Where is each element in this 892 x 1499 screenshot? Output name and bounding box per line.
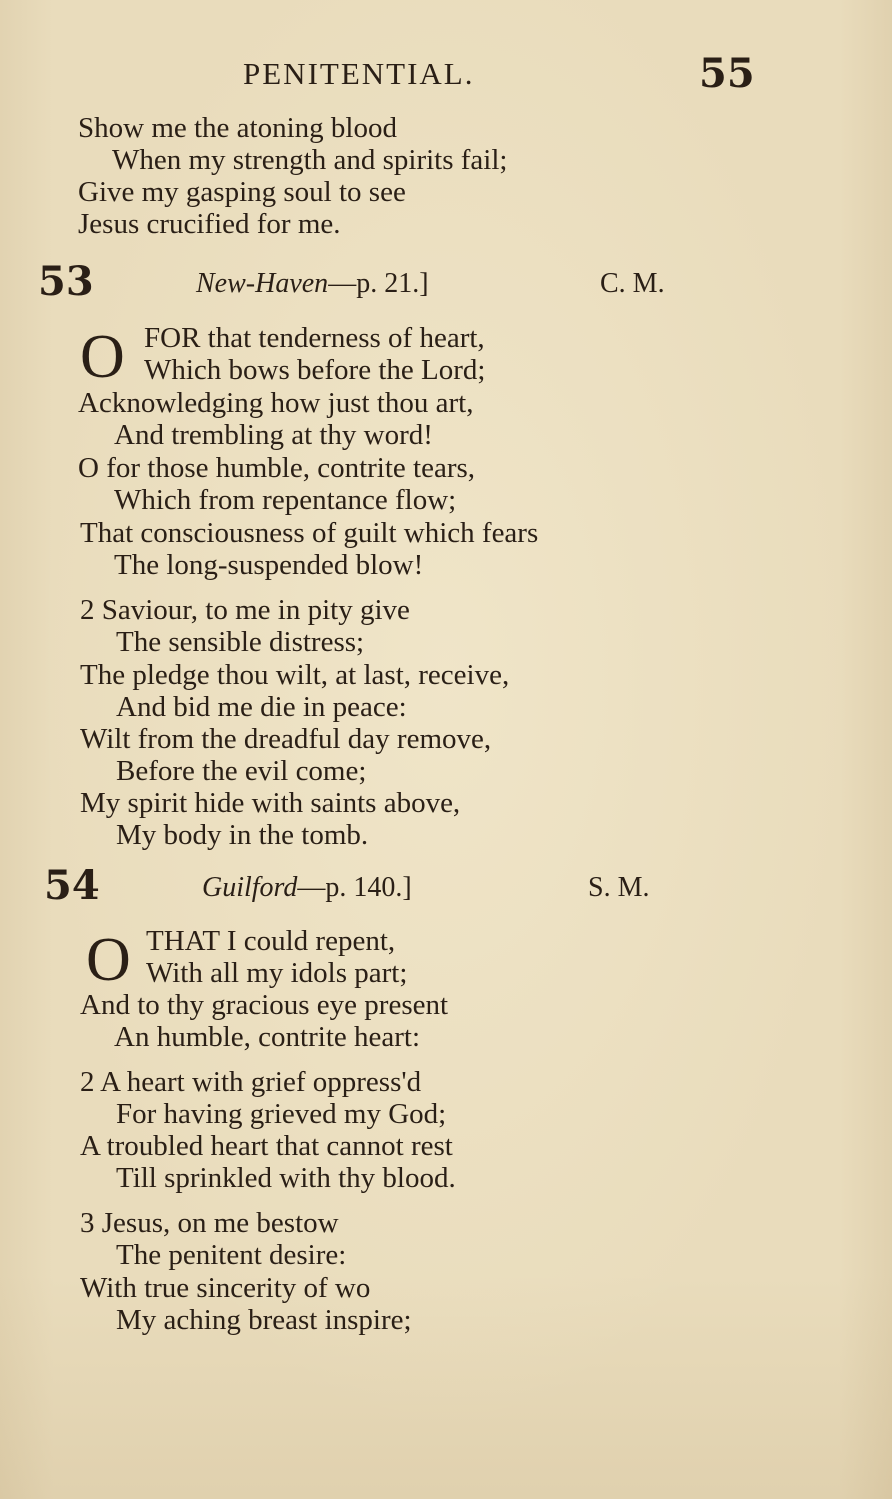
verse-line: And trembling at thy word! xyxy=(114,419,433,451)
hymn-number: 53 xyxy=(38,258,94,305)
meter: C. M. xyxy=(600,268,665,299)
verse-line: An humble, contrite heart: xyxy=(114,1021,421,1053)
verse-line: My spirit hide with saints above, xyxy=(80,787,461,819)
verse-line: With true sincerity of wo xyxy=(80,1272,371,1304)
verse-line: Jesus crucified for me. xyxy=(78,208,341,240)
verse-line: For having grieved my God; xyxy=(116,1098,447,1130)
hymn-number: 54 xyxy=(44,862,100,909)
meter: S. M. xyxy=(588,872,650,903)
verse-line: And bid me die in peace: xyxy=(116,691,407,723)
verse-line: Which from repentance flow; xyxy=(114,484,457,516)
verse-line: When my strength and spirits fail; xyxy=(112,144,508,176)
verse-line: The pledge thou wilt, at last, receive, xyxy=(80,659,510,691)
tune-reference xyxy=(202,872,412,904)
drop-cap: O xyxy=(86,926,131,994)
verse-line: Till sprinkled with thy blood. xyxy=(116,1162,456,1194)
drop-cap: O xyxy=(80,323,125,391)
verse-line: 3 Jesus, on me bestow xyxy=(80,1207,339,1239)
verse-line: The penitent desire: xyxy=(116,1239,347,1271)
tune-reference xyxy=(196,268,429,300)
verse-line: My body in the tomb. xyxy=(116,819,369,851)
running-title: PENITENTIAL. xyxy=(243,56,475,91)
verse-line: Before the evil come; xyxy=(116,755,367,787)
verse-line: FOR that tenderness of heart, xyxy=(144,322,485,354)
verse-line: Give my gasping soul to see xyxy=(78,176,406,208)
tune-page: —p. 140.] xyxy=(297,872,412,903)
verse-line: 2 Saviour, to me in pity give xyxy=(80,594,410,626)
verse-line: And to thy gracious eye present xyxy=(80,989,449,1021)
verse-line: THAT I could repent, xyxy=(146,925,396,957)
verse-line: O for those humble, contrite tears, xyxy=(78,452,476,484)
tune-name: New-Haven xyxy=(196,268,329,299)
verse-line: My aching breast inspire; xyxy=(116,1304,412,1336)
tune-page: —p. 21.] xyxy=(328,268,429,299)
verse-line: The long-suspended blow! xyxy=(114,549,424,581)
verse-line: That consciousness of guilt which fears xyxy=(80,517,539,549)
verse-line: A troubled heart that cannot rest xyxy=(80,1130,453,1162)
verse-line: Show me the atoning blood xyxy=(78,112,397,144)
tune-name: Guilford xyxy=(202,872,298,903)
verse-line: The sensible distress; xyxy=(116,626,365,658)
hymn-54-header xyxy=(0,862,892,909)
running-head xyxy=(0,50,892,97)
verse-line: With all my idols part; xyxy=(146,957,408,989)
verse-line: 2 A heart with grief oppress'd xyxy=(80,1066,422,1098)
verse-line: Wilt from the dreadful day remove, xyxy=(80,723,492,755)
hymn-53-header xyxy=(0,258,892,305)
verse-line: Acknowledging how just thou art, xyxy=(78,387,474,419)
verse-line: Which bows before the Lord; xyxy=(144,354,486,386)
page-number: 55 xyxy=(699,50,755,97)
